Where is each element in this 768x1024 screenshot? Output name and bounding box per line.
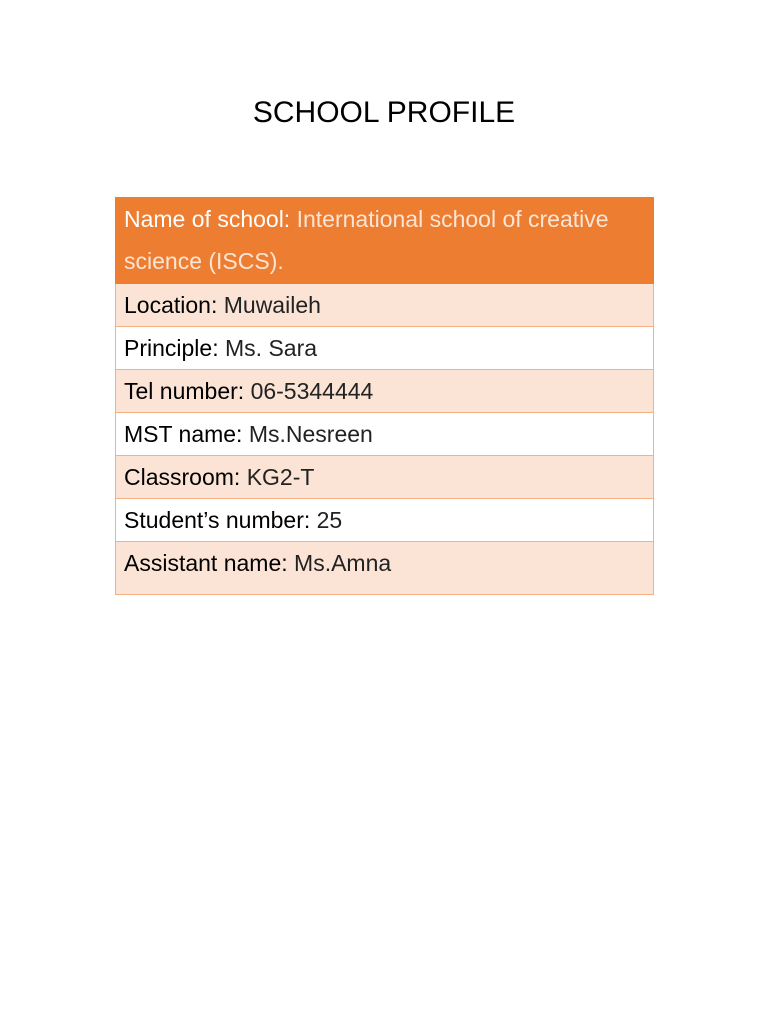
field-label-tel-number: Tel number: <box>124 378 245 404</box>
table-cell <box>116 198 654 284</box>
table-cell <box>116 542 654 595</box>
field-value-tel-number: 06-5344444 <box>250 378 374 404</box>
field-label-assistant-name: Assistant name: <box>124 550 288 576</box>
school-profile-table <box>115 197 654 595</box>
field-value-principle: Ms. Sara <box>225 335 318 361</box>
page-title: SCHOOL PROFILE <box>252 96 516 129</box>
field-value-mst-name: Ms.Nesreen <box>248 421 373 447</box>
table-cell <box>116 499 654 542</box>
table-cell <box>116 327 654 370</box>
table-row-classroom <box>116 456 654 499</box>
table-row-tel-number <box>116 370 654 413</box>
table-cell <box>116 370 654 413</box>
field-label-mst-name: MST name: <box>124 421 243 447</box>
table-row-principle <box>116 327 654 370</box>
field-label-school-name: Name of school: <box>124 206 291 232</box>
table-row-location <box>116 284 654 327</box>
field-value-students-number: 25 <box>316 507 343 533</box>
field-label-classroom: Classroom: <box>124 464 241 490</box>
table-row-mst-name <box>116 413 654 456</box>
table-row-assistant-name <box>116 542 654 595</box>
table-cell <box>116 413 654 456</box>
table-row-students-number <box>116 499 654 542</box>
field-value-classroom: KG2-T <box>246 464 315 490</box>
field-label-location: Location: <box>124 292 218 318</box>
field-label-principle: Principle: <box>124 335 219 361</box>
table-cell <box>116 456 654 499</box>
field-value-location: Muwaileh <box>223 292 321 318</box>
field-label-students-number: Student’s number: <box>124 507 311 533</box>
table-row-school-name <box>116 198 654 284</box>
field-value-school-name: International school of creative science (ISCS). <box>124 206 609 274</box>
field-value-assistant-name: Ms.Amna <box>294 550 392 576</box>
table-cell <box>116 284 654 327</box>
